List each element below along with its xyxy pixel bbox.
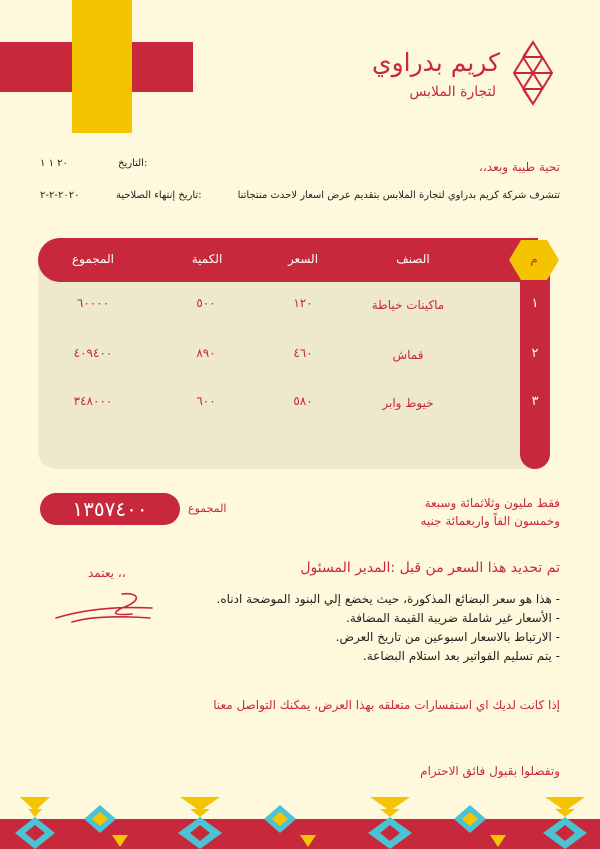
total-in-words-line1: فقط مليون وثلاثمائة وسبعة — [424, 496, 560, 510]
header-item: الصنف — [396, 252, 430, 266]
header-qty: الكمية — [191, 252, 223, 266]
cell-qty: ٨٩٠ — [196, 346, 216, 360]
cell-total: ٦٠٠٠٠ — [76, 296, 110, 310]
list-item: - يتم تسليم الفواتير بعد استلام البضاعة. — [362, 649, 560, 663]
validity-value: ٢٠٢٠-٢-٢ — [40, 190, 80, 201]
date-label: التاريخ: — [118, 158, 148, 169]
total-in-words-line2: وخمسون الفاً واربعمائة جنيه — [420, 514, 560, 528]
row-number: ١ — [531, 296, 539, 311]
approval-label: يعتمد ،، — [88, 566, 126, 580]
cell-price: ٥٨٠ — [293, 394, 313, 408]
cell-qty: ٦٠٠ — [196, 394, 216, 408]
row-number-column — [520, 260, 550, 469]
cell-total: ٤٠٩٤٠٠ — [73, 346, 113, 360]
greeting: تحية طيبة وبعد،، — [479, 160, 560, 174]
table-body — [38, 260, 536, 469]
brand-tagline: لتجارة الملابس — [409, 84, 496, 100]
list-item: - الأسعار غير شاملة ضريبة القيمة المضافة. — [346, 611, 560, 625]
decor-yellow-block — [72, 0, 132, 133]
list-item: - هذا هو سعر البضائع المذكورة، حيث يخضع إلي البنود الموضحة ادناه. — [216, 592, 560, 606]
row-number: ٢ — [531, 346, 539, 361]
signature-icon — [52, 588, 162, 628]
header-price: السعر — [287, 252, 319, 266]
footer-pattern — [0, 795, 600, 849]
cell-item: خيوط وابر — [382, 396, 434, 410]
total-value-pill: ١٣٥٧٤٠٠ — [40, 493, 180, 525]
quote-table — [38, 238, 562, 469]
brand-logo-icon — [512, 40, 554, 106]
closing-text: وتفضلوا بقبول فائق الاحترام — [420, 764, 560, 778]
cell-total: ٣٤٨٠٠٠ — [73, 394, 113, 408]
cell-qty: ٥٠٠ — [196, 296, 216, 310]
date-value: ٢٠ ١ ١ — [40, 158, 68, 169]
intro-text: تتشرف شركة كريم بدراوي لتجارة الملابس بتقديم عرض اسعار لاحدث منتجاتنا — [237, 190, 560, 201]
cell-item: قماش — [392, 348, 424, 362]
cell-price: ٤٦٠ — [293, 346, 313, 360]
brand-name: كريم بدراوي — [372, 48, 500, 77]
total-label: المجموع — [188, 502, 227, 515]
cell-item: ماكينات خياطة — [371, 298, 445, 312]
header-num: م — [530, 252, 538, 266]
row-number: ٣ — [531, 394, 539, 409]
header-total: المجموع — [72, 252, 114, 266]
terms-list — [200, 590, 560, 666]
terms-title: تم تحديد هذا السعر من قبل :المدير المسئول — [300, 560, 560, 576]
contact-text: إذا كانت لديك اي استفسارات متعلقه بهذا العرض، يمكنك التواصل معنا — [213, 698, 560, 712]
validity-label: تاريخ إنتهاء الصلاحية: — [116, 190, 202, 201]
list-item: - الارتباط بالاسعار اسبوعين من تاريخ العرض. — [335, 630, 560, 644]
cell-price: ١٢٠ — [293, 296, 313, 310]
